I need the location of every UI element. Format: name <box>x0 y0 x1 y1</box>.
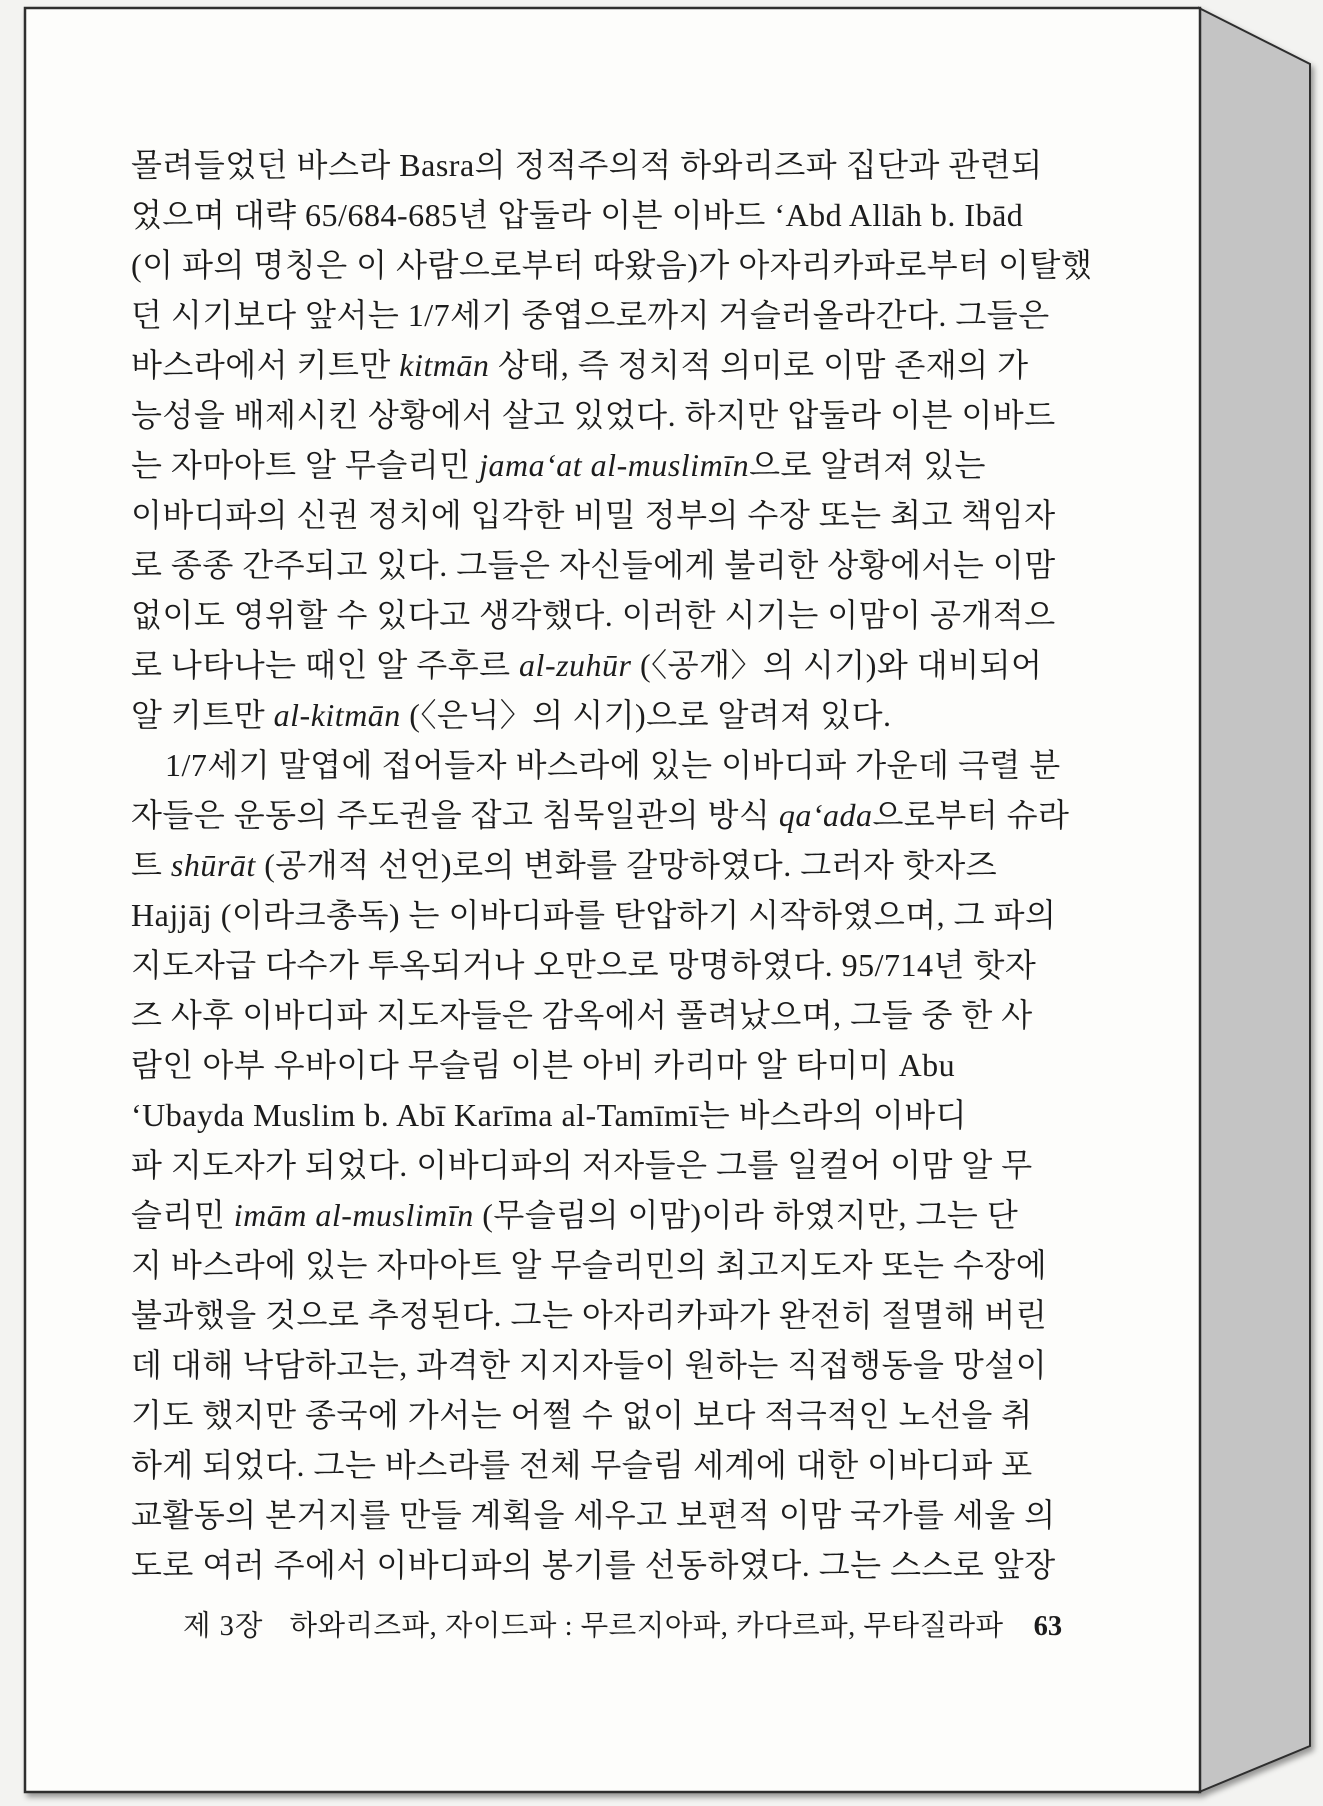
text-segment: 람인 아부 우바이다 무슬림 이븐 아비 카리마 알 타미미 Abu <box>131 1047 956 1083</box>
transliterated-term: kitmān <box>399 347 490 383</box>
text-segment: (이 파의 명칭은 이 사람으로부터 따왔음)가 아자리카파로부터 이탈했 <box>131 247 1093 283</box>
text-segment: (공개적 선언)로의 변화를 갈망하였다. 그러자 핫자즈 <box>255 847 998 883</box>
text-line <box>131 1340 1048 1390</box>
text-line <box>131 1540 1056 1590</box>
text-segment: 트 <box>131 847 171 883</box>
text-line <box>131 1490 1056 1540</box>
text-segment: 불과했을 것으로 추정된다. 그는 아자리카파가 완전히 절멸해 버린 <box>131 1297 1048 1333</box>
transliterated-term: al-zuhūr <box>519 647 632 683</box>
text-segment: 상태, 즉 정치적 의미로 이맘 존재의 가 <box>489 347 1029 383</box>
text-segment: (〈공개〉의 시기)와 대비되어 <box>631 647 1043 683</box>
text-segment: 로 종종 간주되고 있다. 그들은 자신들에게 불리한 상황에서는 이맘 <box>131 547 1056 583</box>
text-line <box>131 840 998 890</box>
text-segment: 1/7세기 말엽에 접어들자 바스라에 있는 이바디파 가운데 극렬 분 <box>165 747 1061 783</box>
text-segment: 바스라에서 키트만 <box>131 347 400 383</box>
text-segment: 슬리민 <box>131 1197 234 1233</box>
text-line <box>131 540 1056 590</box>
text-segment: 파 지도자가 되었다. 이바디파의 저자들은 그를 일컬어 이맘 알 무 <box>131 1147 1033 1183</box>
text-line <box>131 140 1043 190</box>
text-segment: 자들은 운동의 주도권을 잡고 침묵일관의 방식 <box>131 797 779 833</box>
text-segment: 몰려들었던 바스라 Basra의 정적주의적 하와리즈파 집단과 관련되 <box>131 147 1043 183</box>
text-segment: 지도자급 다수가 투옥되거나 오만으로 망명하였다. 95/714년 핫자 <box>131 947 1037 983</box>
text-segment: (무슬림의 이맘)이라 하였지만, 그는 단 <box>473 1197 1019 1233</box>
text-segment: 없이도 영위할 수 있다고 생각했다. 이러한 시기는 이맘이 공개적으 <box>131 597 1056 633</box>
text-segment: 도로 여러 주에서 이바디파의 봉기를 선동하였다. 그는 스스로 앞장 <box>131 1547 1056 1583</box>
text-segment: Hajjāj (이라크총독) 는 이바디파를 탄압하기 시작하였으며, 그 파의 <box>131 897 1057 933</box>
text-segment: 알 키트만 <box>131 697 274 733</box>
text-segment: 던 시기보다 앞서는 1/7세기 중엽으로까지 거슬러올라간다. 그들은 <box>131 297 1050 333</box>
text-segment: 기도 했지만 종국에 가서는 어쩔 수 없이 보다 적극적인 노선을 취 <box>131 1397 1033 1433</box>
text-line <box>131 190 1024 240</box>
text-line <box>131 390 1056 440</box>
text-line <box>131 640 1043 690</box>
book-edge-face <box>1199 8 1310 1792</box>
text-line <box>131 790 1070 840</box>
text-segment: 능성을 배제시킨 상황에서 살고 있었다. 하지만 압둘라 이븐 이바드 <box>131 397 1056 433</box>
text-line <box>131 1390 1033 1440</box>
text-line <box>131 1440 1033 1490</box>
text-line <box>131 740 1061 790</box>
page-footer <box>183 1604 1063 1650</box>
text-segment: 으로 알려져 있는 <box>749 447 986 483</box>
text-segment: 하게 되었다. 그는 바스라를 전체 무슬림 세계에 대한 이바디파 포 <box>131 1447 1033 1483</box>
text-segment: (〈은닉〉의 시기)으로 알려져 있다. <box>400 697 892 733</box>
text-line <box>131 1090 968 1140</box>
transliterated-term: shūrāt <box>170 847 256 883</box>
text-segment: 즈 사후 이바디파 지도자들은 감옥에서 풀려났으며, 그들 중 한 사 <box>131 997 1033 1033</box>
footer-chapter-label: 제 3장 <box>183 1611 264 1642</box>
text-segment: ‘Ubayda Muslim b. Abī Karīma al-Tamīmī는 바스라의 이바디 <box>131 1097 968 1133</box>
transliterated-term: jama‘at al-muslimīn <box>479 447 750 483</box>
text-line <box>131 1240 1048 1290</box>
transliterated-term: imām al-muslimīn <box>233 1197 474 1233</box>
text-line <box>131 990 1033 1040</box>
text-line <box>131 890 1057 940</box>
transliterated-term: al-kitmān <box>273 697 401 733</box>
text-line <box>131 340 1029 390</box>
text-line <box>131 590 1056 640</box>
text-line <box>131 240 1093 290</box>
text-segment: 교활동의 본거지를 만들 계획을 세우고 보편적 이맘 국가를 세울 의 <box>131 1497 1056 1533</box>
text-line <box>131 1290 1048 1340</box>
text-segment: 데 대해 낙담하고는, 과격한 지지자들이 원하는 직접행동을 망설이 <box>131 1347 1048 1383</box>
text-segment: 이바디파의 신권 정치에 입각한 비밀 정부의 수장 또는 최고 책임자 <box>131 497 1056 533</box>
page-number: 63 <box>1033 1611 1063 1642</box>
text-segment: 로 나타나는 때인 알 주후르 <box>131 647 520 683</box>
text-line <box>131 1140 1033 1190</box>
text-segment: 으로부터 슈라 <box>872 797 1070 833</box>
text-line <box>131 490 1056 540</box>
text-segment: 지 바스라에 있는 자마아트 알 무슬리민의 최고지도자 또는 수장에 <box>131 1247 1048 1283</box>
transliterated-term: qa‘ada <box>778 797 873 833</box>
text-line <box>131 1040 956 1090</box>
text-segment: 었으며 대략 65/684-685년 압둘라 이븐 이바드 ‘Abd Allāh b. Ibād <box>131 197 1024 233</box>
text-line <box>131 440 986 490</box>
text-segment: 는 자마아트 알 무슬리민 <box>131 447 480 483</box>
text-line <box>131 940 1037 990</box>
text-line <box>131 290 1050 340</box>
body-text <box>131 140 1093 1590</box>
text-line <box>131 690 923 740</box>
text-line <box>131 1190 1019 1240</box>
footer-chapter-title: 하와리즈파, 자이드파 : 무르지아파, 카다르파, 무타질라파 <box>289 1611 1004 1642</box>
